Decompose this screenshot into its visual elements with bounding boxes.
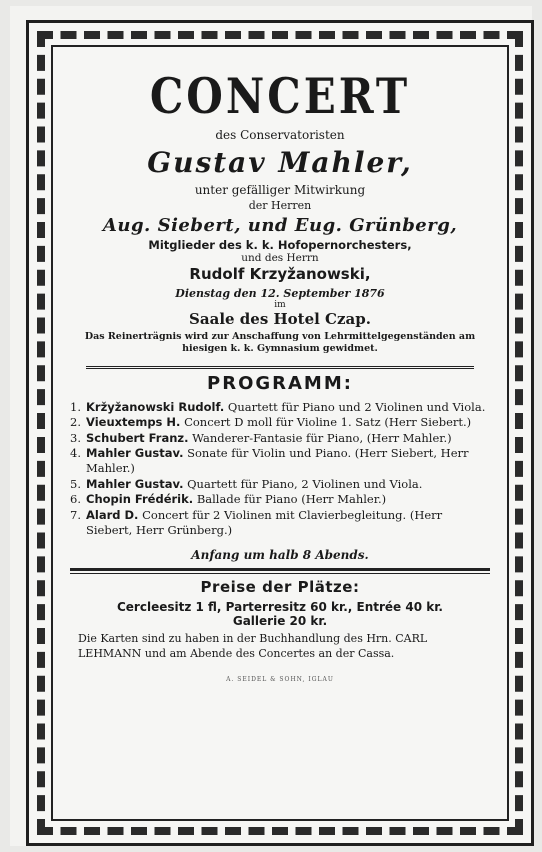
item-composer: Kržyžanowski Rudolf. bbox=[86, 399, 225, 414]
item-work: Quartett für Piano und 2 Violinen und Viola. bbox=[227, 399, 486, 414]
price-divider-thick bbox=[70, 568, 490, 571]
programme-item bbox=[70, 431, 490, 446]
guest-names: Aug. Siebert, und Eug. Grünberg, bbox=[102, 215, 458, 236]
item-work: Sonate für Violin und Piano. (Herr Siebert, Herr Mahler.) bbox=[86, 445, 469, 476]
venue-name: Saale des Hotel Czap. bbox=[189, 310, 371, 328]
printer-imprint: A. SEIDEL & SOHN, IGLAU bbox=[226, 676, 334, 684]
programme-item bbox=[70, 446, 490, 477]
programme-item bbox=[70, 415, 490, 430]
programme-item bbox=[70, 508, 490, 539]
cooperation-line: unter gefälliger Mitwirkung bbox=[194, 183, 366, 197]
item-number: 5. bbox=[70, 476, 81, 491]
programme-list bbox=[70, 400, 490, 539]
programme-item bbox=[70, 400, 490, 415]
prices-line-2: Gallerie 20 kr. bbox=[232, 614, 328, 629]
item-number: 4. bbox=[70, 445, 81, 460]
programme-item bbox=[70, 477, 490, 492]
subtitle-conservatorist: des Conservatoristen bbox=[215, 128, 345, 142]
item-work: Concert D moll für Violine 1. Satz (Herr Siebert.) bbox=[184, 415, 472, 430]
price-divider-thin bbox=[70, 573, 490, 574]
proceeds-note bbox=[70, 331, 490, 356]
item-composer: Alard D. bbox=[86, 507, 139, 522]
im-line: im bbox=[274, 300, 286, 310]
item-work: Wanderer-Fantasie für Piano, (Herr Mahler.) bbox=[192, 430, 452, 445]
und-des-herrn-line: und des Herrn bbox=[241, 252, 319, 264]
item-number: 6. bbox=[70, 492, 81, 507]
orchestra-members-line: Mitglieder des k. k. Hofopernorchesters, bbox=[148, 238, 412, 252]
item-composer: Chopin Frédérik. bbox=[86, 492, 194, 507]
programme-heading: PROGRAMM: bbox=[207, 372, 353, 394]
proceeds-note-line-2: hiesigen k. k. Gymnasium gewidmet. bbox=[182, 343, 378, 355]
poster-title: CONCERT bbox=[149, 68, 411, 125]
item-work: Ballade für Piano (Herr Mahler.) bbox=[196, 492, 387, 507]
item-number: 7. bbox=[70, 507, 81, 522]
composer-name: Gustav Mahler, bbox=[147, 146, 413, 179]
poster-sheet bbox=[10, 6, 532, 846]
prices-line-1: Cercleesitz 1 fl, Parterresitz 60 kr., Entrée 40 kr. bbox=[116, 600, 443, 615]
item-work: Quartett für Piano, 2 Violinen und Viola. bbox=[187, 476, 423, 491]
item-number: 3. bbox=[70, 430, 81, 445]
prices-heading: Preise der Plätze: bbox=[200, 578, 360, 597]
item-composer: Mahler Gustav. bbox=[86, 476, 184, 491]
item-composer: Mahler Gustav. bbox=[86, 445, 184, 460]
item-number: 1. bbox=[70, 399, 81, 414]
concert-date: Dienstag den 12. September 1876 bbox=[175, 287, 385, 300]
item-number: 2. bbox=[70, 415, 81, 430]
section-divider bbox=[86, 366, 474, 369]
proceeds-note-line-1: Das Reinerträgnis wird zur Anschaffung von Lehrmittelgegenständen am bbox=[84, 331, 476, 342]
item-composer: Schubert Franz. bbox=[86, 430, 189, 445]
poster-content bbox=[70, 66, 490, 826]
programme-item bbox=[70, 492, 490, 507]
item-work: Concert für 2 Violinen mit Clavierbegleitung. (Herr Siebert, Herr Grünberg.) bbox=[86, 507, 443, 537]
third-guest-name: Rudolf Krzyžanowski, bbox=[189, 265, 371, 283]
ticket-info: Die Karten sind zu haben in der Buchhandlung des Hrn. CARL LEHMANN und am Abende des Concertes an der Cassa. bbox=[78, 632, 428, 661]
start-time: Anfang um halb 8 Abends. bbox=[191, 548, 369, 563]
item-composer: Vieuxtemps H. bbox=[86, 415, 181, 430]
der-herren-line: der Herren bbox=[248, 199, 312, 212]
